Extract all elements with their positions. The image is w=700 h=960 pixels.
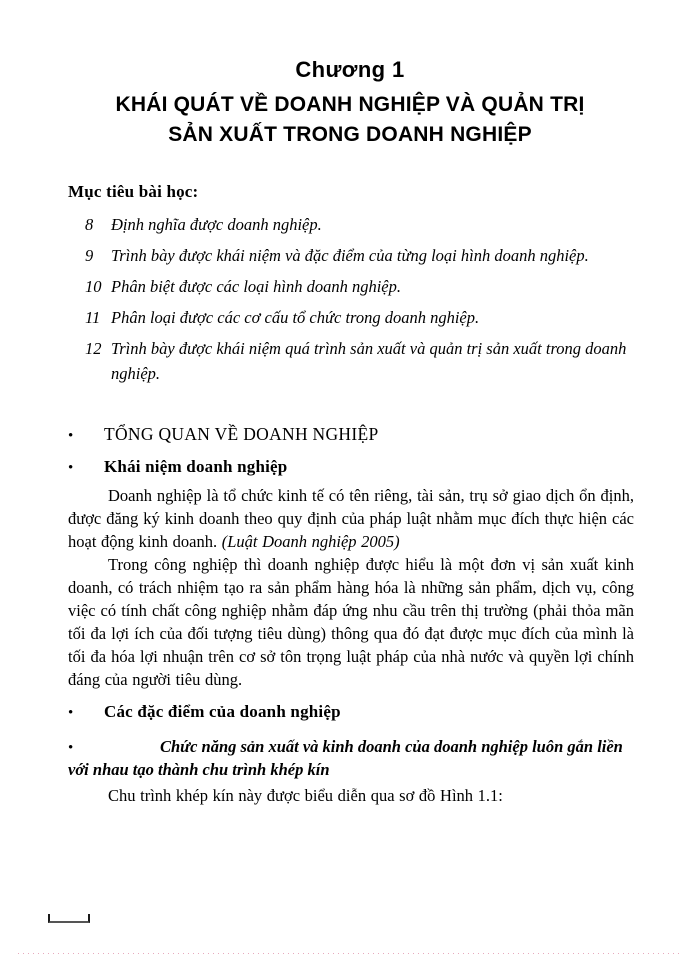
page-title-line-2: SẢN XUẤT TRONG DOANH NGHIỆP bbox=[168, 123, 532, 146]
bullet-icon: • bbox=[68, 460, 74, 476]
section-heading-characteristics bbox=[68, 702, 634, 724]
scan-artifact-bracket bbox=[48, 914, 90, 923]
objective-number: 8 bbox=[85, 215, 94, 234]
paragraph-definition-body: Doanh nghiệp là tổ chức kinh tế có tên riêng, tài sản, trụ sở giao dịch ổn định, được đăng ký kinh doanh theo quy định của pháp luật nhằm mục đích thực hiện các hoạt động kinh doanh. bbox=[68, 486, 634, 551]
section-heading-label: Các đặc điểm của doanh nghiệp bbox=[104, 702, 341, 721]
objective-number: 10 bbox=[85, 277, 102, 296]
objectives-heading: Mục tiêu bài học: bbox=[68, 182, 199, 201]
section-heading-label: Chức năng sản xuất và kinh doanh của doanh nghiệp luôn gắn liền với nhau tạo thành chu trình khép kín bbox=[68, 737, 623, 779]
objective-number: 11 bbox=[85, 308, 101, 327]
objective-text: Phân biệt được các loại hình doanh nghiệp. bbox=[111, 277, 402, 296]
list-item bbox=[85, 305, 640, 330]
page-title-line-1: KHÁI QUÁT VỀ DOANH NGHIỆP VÀ QUẢN TRỊ bbox=[115, 93, 585, 116]
bullet-icon: • bbox=[68, 705, 74, 721]
paragraph-industry-context: Trong công nghiệp thì doanh nghiệp được hiểu là một đơn vị sản xuất kinh doanh, có trách nhiệm tạo ra sản phẩm hàng hóa là những sản phẩm, dịch vụ, công việc có tính chất công nghiệp nhằm đáp ứng nhu cầu trên thị trường (phải thỏa mãn tối đa lợi ích của đối tượng tiêu dùng) thông qua đó đạt được mục đích của mình là tối đa hóa lợi nhuận trên cơ sở tôn trọng luật pháp của nhà nước và quyền lợi chính đáng của người tiêu dùng. bbox=[68, 555, 634, 689]
objective-number: 9 bbox=[85, 246, 94, 265]
chapter-label: Chương 1 bbox=[295, 57, 405, 82]
paragraph-figure-reference: Chu trình khép kín này được biểu diễn qua sơ đồ Hình 1.1: bbox=[108, 786, 503, 805]
objective-text: Trình bày được khái niệm quá trình sản xuất và quản trị sản xuất trong doanh nghiệp. bbox=[111, 339, 627, 383]
bullet-icon: • bbox=[68, 428, 74, 444]
objectives-list bbox=[85, 212, 640, 392]
list-item bbox=[85, 274, 640, 299]
section-heading-label: Khái niệm doanh nghiệp bbox=[104, 457, 288, 476]
objective-text: Phân loại được các cơ cấu tổ chức trong doanh nghiệp. bbox=[111, 308, 480, 327]
scan-artifact-bottom-line bbox=[18, 953, 682, 954]
law-citation: (Luật Doanh nghiệp 2005) bbox=[221, 532, 400, 551]
paragraph-definition bbox=[68, 484, 634, 553]
page-title bbox=[40, 90, 660, 150]
objective-text: Trình bày được khái niệm và đặc điểm của từng loại hình doanh nghiệp. bbox=[111, 246, 589, 265]
list-item bbox=[85, 243, 640, 268]
list-item bbox=[85, 336, 640, 386]
objective-text: Định nghĩa được doanh nghiệp. bbox=[111, 215, 322, 234]
section-heading-function bbox=[68, 735, 634, 781]
list-item bbox=[85, 212, 640, 237]
objective-number: 12 bbox=[85, 339, 102, 358]
section-heading-concept bbox=[68, 457, 634, 479]
section-heading-overview bbox=[68, 424, 634, 447]
bullet-icon: • bbox=[68, 740, 74, 756]
section-heading-label: TỔNG QUAN VỀ DOANH NGHIỆP bbox=[104, 424, 379, 444]
